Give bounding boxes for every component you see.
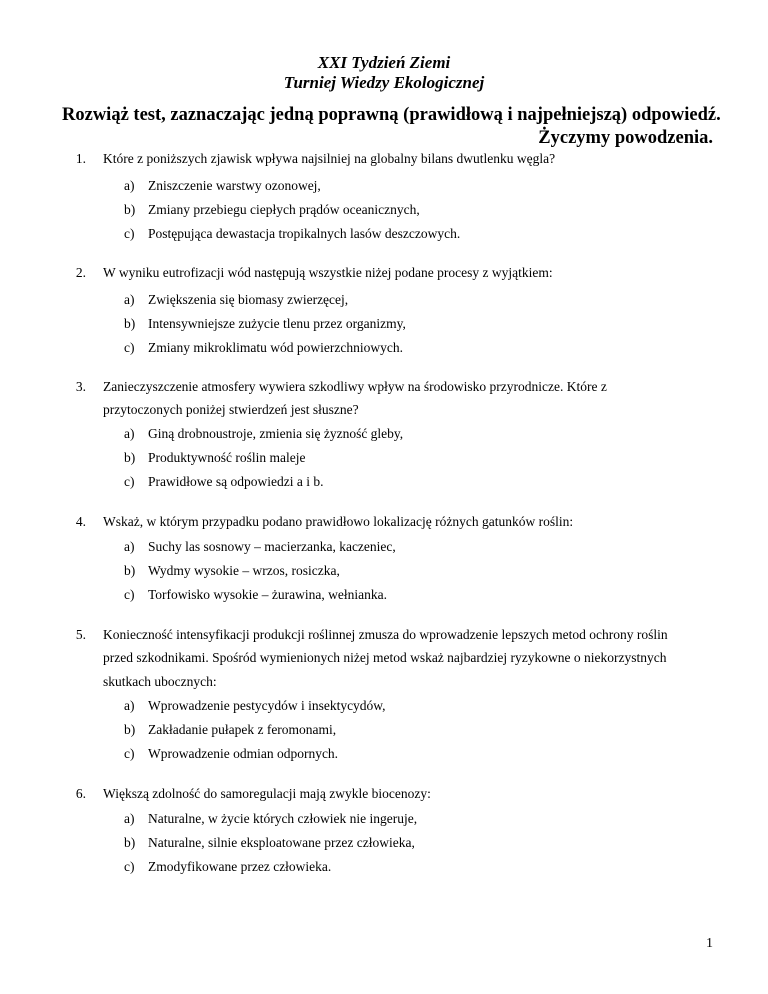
good-luck-text: Życzymy powodzenia.	[538, 128, 713, 148]
option-label: c)	[124, 587, 135, 602]
question-text: skutkach ubocznych:	[103, 674, 217, 689]
question-text: Konieczność intensyfikacji produkcji roślinnej zmusza do wprowadzenie lepszych metod ochrony roślin	[103, 627, 668, 642]
question-text: przed szkodnikami. Spośród wymienionych niżej metod wskaż najbardziej ryzykowne o niekorzystnych	[103, 650, 667, 665]
option-text: Naturalne, w życie których człowiek nie ingeruje,	[148, 811, 418, 826]
option-text: Wydmy wysokie – wrzos, rosiczka,	[148, 563, 340, 578]
option-label: a)	[124, 292, 135, 307]
option-label: a)	[124, 539, 135, 554]
option-label: c)	[124, 859, 135, 874]
option-label: a)	[124, 426, 135, 441]
option-text: Suchy las sosnowy – macierzanka, kaczeniec,	[148, 539, 396, 554]
option-label: b)	[124, 835, 136, 850]
question-text: Większą zdolność do samoregulacji mają zwykle biocenozy:	[103, 786, 431, 801]
question-number: 1.	[75, 151, 86, 166]
option-text: Wprowadzenie odmian odpornych.	[148, 746, 339, 761]
option-label: b)	[124, 563, 136, 578]
option-label: a)	[124, 178, 135, 193]
question-text: przytoczonych poniżej stwierdzeń jest słuszne?	[103, 402, 359, 417]
option-label: b)	[124, 316, 136, 331]
option-label: c)	[124, 226, 135, 241]
option-label: b)	[124, 202, 136, 217]
page-number: 1	[706, 936, 713, 951]
option-text: Intensywniejsze zużycie tlenu przez organizmy,	[148, 316, 406, 331]
option-text: Zakładanie pułapek z feromonami,	[148, 722, 337, 737]
option-text: Postępująca dewastacja tropikalnych lasów deszczowych.	[148, 226, 461, 241]
option-text: Zwiększenia się biomasy zwierzęcej,	[148, 292, 349, 307]
question-number: 4.	[75, 514, 86, 529]
question-text: W wyniku eutrofizacji wód następują wszystkie niżej podane procesy z wyjątkiem:	[103, 265, 553, 280]
question-number: 6.	[75, 786, 86, 801]
option-text: Zmiany przebiegu ciepłych prądów oceanicznych,	[148, 202, 420, 217]
option-text: Wprowadzenie pestycydów i insektycydów,	[148, 698, 386, 713]
question-number: 5.	[75, 627, 86, 642]
option-text: Prawidłowe są odpowiedzi a i b.	[148, 474, 324, 489]
option-text: Zmodyfikowane przez człowieka.	[148, 859, 332, 874]
question-text: Które z poniższych zjawisk wpływa najsilniej na globalny bilans dwutlenku węgla?	[103, 151, 556, 166]
question-number: 2.	[75, 265, 86, 280]
option-text: Zmiany mikroklimatu wód powierzchniowych.	[148, 340, 403, 355]
tournament-title: Turniej Wiedzy Ekologicznej	[283, 73, 485, 92]
option-label: b)	[124, 722, 136, 737]
question-text: Wskaż, w którym przypadku podano prawidłowo lokalizację różnych gatunków roślin:	[103, 514, 574, 529]
question-number: 3.	[75, 379, 86, 394]
question-text: Zanieczyszczenie atmosfery wywiera szkodliwy wpływ na środowisko przyrodnicze. Które z	[103, 379, 607, 394]
option-text: Torfowisko wysokie – żurawina, wełnianka.	[148, 587, 387, 602]
option-text: Giną drobnoustroje, zmienia się żyzność gleby,	[148, 426, 404, 441]
option-text: Zniszczenie warstwy ozonowej,	[148, 178, 321, 193]
option-label: c)	[124, 340, 135, 355]
instruction-text: Rozwiąż test, zaznaczając jedną poprawną (prawidłową i najpełniejszą) odpowiedź.	[62, 105, 721, 125]
option-text: Produktywność roślin maleje	[148, 450, 306, 465]
option-label: c)	[124, 746, 135, 761]
event-title: XXI Tydzień Ziemi	[317, 53, 451, 72]
option-text: Naturalne, silnie eksploatowane przez człowieka,	[148, 835, 415, 850]
option-label: c)	[124, 474, 135, 489]
option-label: a)	[124, 698, 135, 713]
option-label: b)	[124, 450, 136, 465]
option-label: a)	[124, 811, 135, 826]
